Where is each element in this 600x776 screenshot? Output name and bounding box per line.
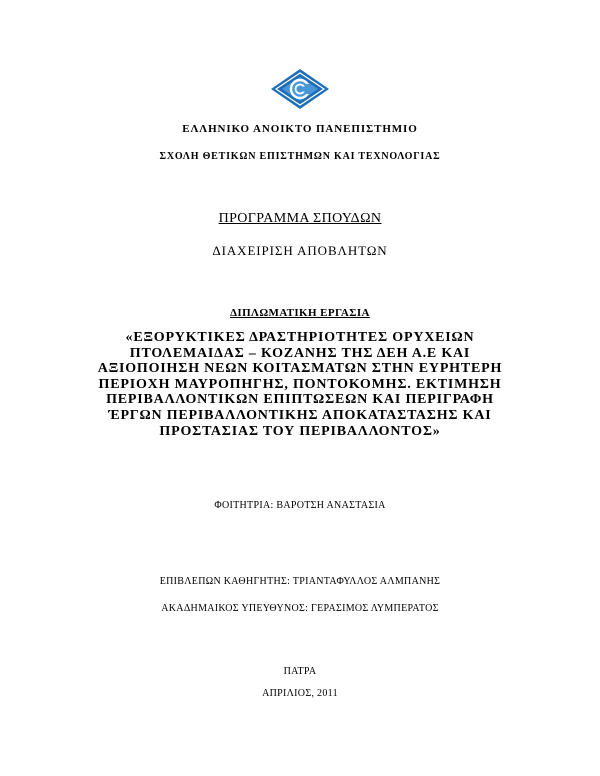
thesis-title-line: ΠΤΟΛΕΜΑΙΔΑΣ – ΚΟΖΑΝΗΣ ΤΗΣ ΔΕΗ Α.Ε ΚΑΙ (129, 345, 471, 361)
thesis-title-line: ΈΡΓΩΝ ΠΕΡΙΒΑΛΛΟΝΤΙΚΗΣ ΑΠΟΚΑΤΑΣΤΑΣΗΣ ΚΑΙ (108, 407, 492, 423)
eap-university-logo-icon (270, 68, 330, 110)
program-label: ΠΡΟΓΡΑΜΜΑ ΣΠΟΥΔΩΝ (218, 211, 382, 226)
student-name: ΦΟΙΤΗΤΡΙΑ: ΒΑΡΟΤΣΗ ΑΝΑΣΤΑΣΙΑ (214, 500, 386, 511)
university-name: ΕΛΛΗΝΙΚΟ ΑΝΟΙΚΤΟ ΠΑΝΕΠΙΣΤΗΜΙΟ (182, 123, 418, 135)
school-name: ΣΧΟΛΗ ΘΕΤΙΚΩΝ ΕΠΙΣΤΗΜΩΝ ΚΑΙ ΤΕΧΝΟΛΟΓΙΑΣ (159, 151, 441, 162)
program-name: ΔΙΑΧΕΙΡΙΣΗ ΑΠΟΒΛΗΤΩΝ (212, 243, 388, 258)
date: ΑΠΡΙΛΙΟΣ, 2011 (262, 688, 338, 699)
place: ΠΑΤΡΑ (283, 666, 317, 677)
thesis-title-line: ΠΕΡΙΟΧΗ ΜΑΥΡΟΠΗΓΗΣ, ΠΟΝΤΟΚΟΜΗΣ. ΕΚΤΙΜΗΣΗ (98, 376, 502, 392)
thesis-label: ΔΙΠΛΩΜΑΤΙΚΗ ΕΡΓΑΣΙΑ (230, 307, 370, 319)
academic-responsible: ΑΚΑΔΗΜΑΙΚΟΣ ΥΠΕΥΘΥΝΟΣ: ΓΕΡΑΣΙΜΟΣ ΛΥΜΠΕΡΑΤΟΣ (161, 603, 439, 614)
thesis-title (40, 330, 560, 439)
thesis-title-line: ΠΕΡΙΒΑΛΛΟΝΤΙΚΩΝ ΕΠΙΠΤΩΣΕΩΝ ΚΑΙ ΠΕΡΙΓΡΑΦΗ (106, 392, 494, 408)
thesis-title-line: ΠΡΟΣΤΑΣΙΑΣ ΤΟΥ ΠΕΡΙΒΑΛΛΟΝΤΟΣ» (159, 423, 441, 439)
thesis-title-line: «ΕΞΟΡΥΚΤΙΚΕΣ ΔΡΑΣΤΗΡΙΟΤΗΤΕΣ ΟΡΥΧΕΙΩΝ (125, 330, 475, 345)
supervisor-name: ΕΠΙΒΛΕΠΩΝ ΚΑΘΗΓΗΤΗΣ: ΤΡΙΑΝΤΑΦΥΛΛΟΣ ΑΛΜΠΑΝΗΣ (159, 576, 441, 587)
thesis-title-line: ΑΞΙΟΠΟΙΗΣΗ ΝΕΩΝ ΚΟΙΤΑΣΜΑΤΩΝ ΣΤΗΝ ΕΥΡΗΤΕΡΗ (97, 361, 503, 377)
